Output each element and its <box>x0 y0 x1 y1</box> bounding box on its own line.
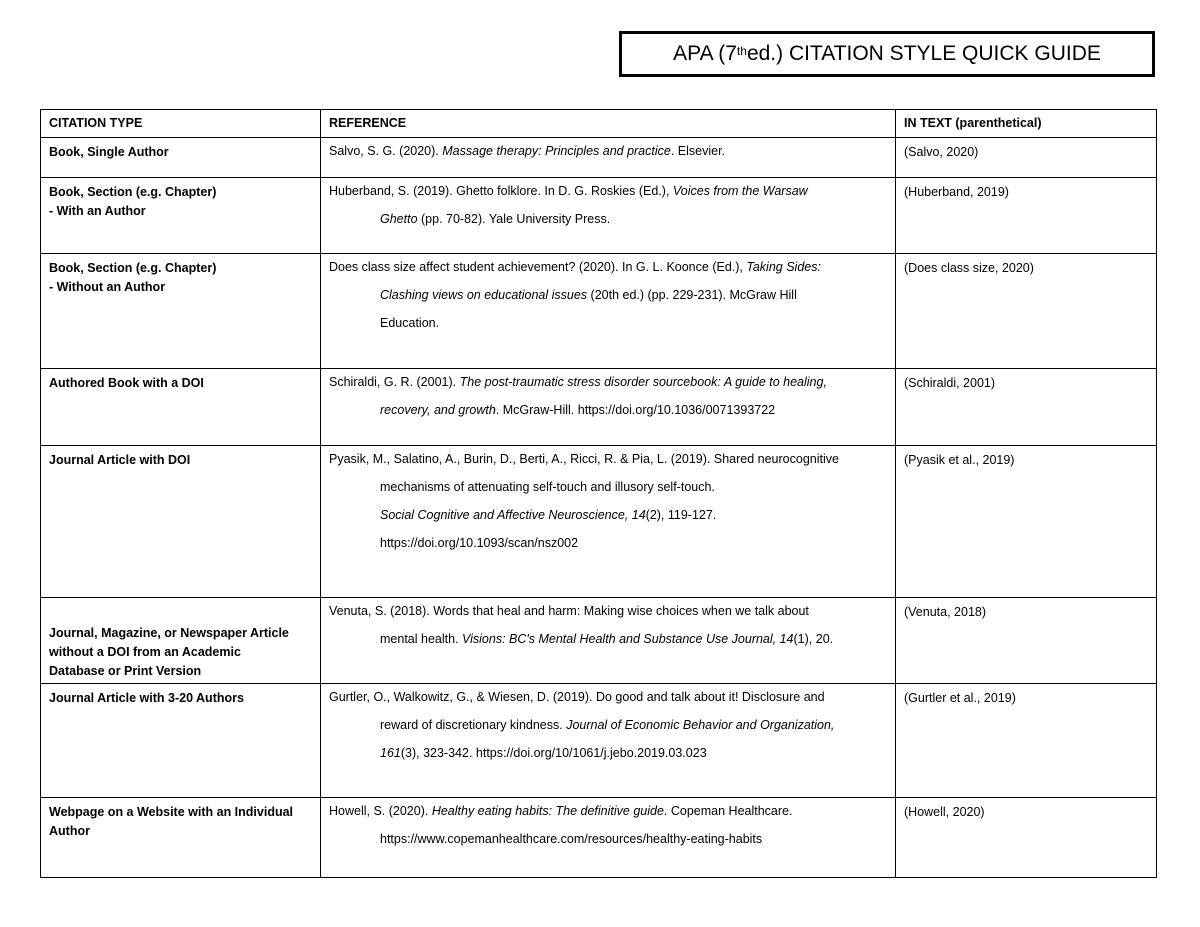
citation-type-line: Webpage on a Website with an Individual <box>49 805 294 819</box>
reference-cell <box>321 598 896 684</box>
citation-type-line: without a DOI from an Academic <box>49 645 241 659</box>
reference-italic-text: Journal of Economic Behavior and Organization, <box>566 718 835 732</box>
reference-cell <box>321 684 896 798</box>
table-row <box>41 684 1157 798</box>
reference-cell <box>321 138 896 178</box>
reference-italic-text: Ghetto <box>380 212 418 226</box>
citation-type-line: Journal Article with 3-20 Authors <box>49 691 244 705</box>
citation-type-line: Database or Print Version <box>49 664 202 678</box>
header-in-text: IN TEXT (parenthetical) <box>896 110 1157 138</box>
citation-type-cell <box>41 254 321 369</box>
reference-text: Huberband, S. (2019). Ghetto folklore. In D. G. Roskies (Ed.), <box>329 184 673 198</box>
reference-italic-text: Massage therapy: Principles and practice <box>442 144 671 158</box>
reference-line <box>329 821 887 858</box>
citation-type-line: Author <box>49 824 90 838</box>
citation-type-cell <box>41 598 321 684</box>
reference-italic-text: Voices from the Warsaw <box>672 184 808 198</box>
reference-text: Salvo, S. G. (2020). <box>329 144 443 158</box>
reference-text: Pyasik, M., Salatino, A., Burin, D., Berti, A., Ricci, R. & Pia, L. (2019). Shared neurocognitive <box>329 452 839 466</box>
table-body <box>41 138 1157 878</box>
in-text-cell: (Gurtler et al., 2019) <box>896 684 1157 798</box>
reference-text: reward of discretionary kindness. <box>380 718 567 732</box>
citation-type-cell <box>41 798 321 878</box>
reference-text: (20th ed.) (pp. 229-231). McGraw Hill <box>587 288 797 302</box>
table-row <box>41 598 1157 684</box>
reference-text: Education. <box>380 316 440 330</box>
in-text-cell: (Pyasik et al., 2019) <box>896 446 1157 598</box>
citation-type-line: Journal Article with DOI <box>49 453 191 467</box>
reference-italic-text: Clashing views on educational issues <box>380 288 588 302</box>
citation-type-line: Journal, Magazine, or Newspaper Article <box>49 626 289 640</box>
reference-text: Howell, S. (2020). <box>329 804 432 818</box>
reference-cell <box>321 369 896 446</box>
citation-type-line: Book, Section (e.g. Chapter) <box>49 185 217 199</box>
reference-italic-text: The post-traumatic stress disorder sourcebook: A guide to healing, <box>459 375 827 389</box>
citation-type-cell <box>41 178 321 254</box>
reference-cell <box>321 798 896 878</box>
reference-text: https://doi.org/10.1093/scan/nsz002 <box>380 536 579 550</box>
citation-type-line: Authored Book with a DOI <box>49 376 204 390</box>
reference-text: Schiraldi, G. R. (2001). <box>329 375 460 389</box>
in-text-cell: (Schiraldi, 2001) <box>896 369 1157 446</box>
reference-italic-text: 161 <box>380 746 401 760</box>
reference-italic-text: Visions: BC's Mental Health and Substance Use Journal, 14 <box>462 632 794 646</box>
title-suffix: ed.) CITATION STYLE QUICK GUIDE <box>746 42 1101 65</box>
reference-text: https://www.copemanhealthcare.com/resources/healthy-eating-habits <box>380 832 763 846</box>
reference-text: (3), 323-342. https://doi.org/10/1061/j.jebo.2019.03.023 <box>400 746 707 760</box>
in-text-cell: (Salvo, 2020) <box>896 138 1157 178</box>
citation-type-cell <box>41 138 321 178</box>
reference-text: . Elsevier. <box>670 144 726 158</box>
in-text-cell: (Howell, 2020) <box>896 798 1157 878</box>
reference-text: (2), 119-127. <box>645 508 717 522</box>
reference-text: . McGraw-Hill. https://doi.org/10.1036/0071393722 <box>495 403 776 417</box>
citation-type-line: Book, Section (e.g. Chapter) <box>49 261 217 275</box>
citation-type-cell <box>41 684 321 798</box>
header-reference: REFERENCE <box>321 110 896 138</box>
reference-line <box>329 133 887 170</box>
reference-text: Venuta, S. (2018). Words that heal and harm: Making wise choices when we talk about <box>329 604 809 618</box>
reference-cell <box>321 254 896 369</box>
citation-type-line: - Without an Author <box>49 280 166 294</box>
table-row <box>41 798 1157 878</box>
reference-text: (pp. 70-82). Yale University Press. <box>417 212 611 226</box>
reference-italic-text: Taking Sides: <box>746 260 821 274</box>
citation-type-cell <box>41 446 321 598</box>
reference-text: mechanisms of attenuating self-touch and illusory self-touch. <box>380 480 715 494</box>
table-row <box>41 369 1157 446</box>
in-text-cell: (Huberband, 2019) <box>896 178 1157 254</box>
reference-text: (1), 20. <box>793 632 834 646</box>
citation-type-line: - With an Author <box>49 204 146 218</box>
reference-text: . Copeman Healthcare. <box>663 804 793 818</box>
header-citation-type: CITATION TYPE <box>41 110 321 138</box>
reference-cell <box>321 446 896 598</box>
in-text-cell: (Venuta, 2018) <box>896 598 1157 684</box>
title-superscript: th <box>736 44 747 58</box>
in-text-cell: (Does class size, 2020) <box>896 254 1157 369</box>
reference-text: mental health. <box>380 632 462 646</box>
title-prefix: APA (7 <box>673 42 737 65</box>
document-title <box>619 31 1155 77</box>
reference-text: Gurtler, O., Walkowitz, G., & Wiesen, D. (2019). Do good and talk about it! Disclosure and <box>329 690 825 704</box>
table-row <box>41 446 1157 598</box>
citation-type-line: Book, Single Author <box>49 145 169 159</box>
reference-italic-text: Healthy eating habits: The definitive guide <box>431 804 664 818</box>
reference-line <box>329 621 887 658</box>
citation-type-cell <box>41 369 321 446</box>
citation-table <box>40 109 1157 878</box>
reference-italic-text: Social Cognitive and Affective Neuroscience, 14 <box>380 508 646 522</box>
reference-cell <box>321 178 896 254</box>
table-row <box>41 178 1157 254</box>
table-row <box>41 138 1157 178</box>
reference-italic-text: recovery, and growth <box>380 403 496 417</box>
table-row <box>41 254 1157 369</box>
reference-text: Does class size affect student achievement? (2020). In G. L. Koonce (Ed.), <box>329 260 747 274</box>
